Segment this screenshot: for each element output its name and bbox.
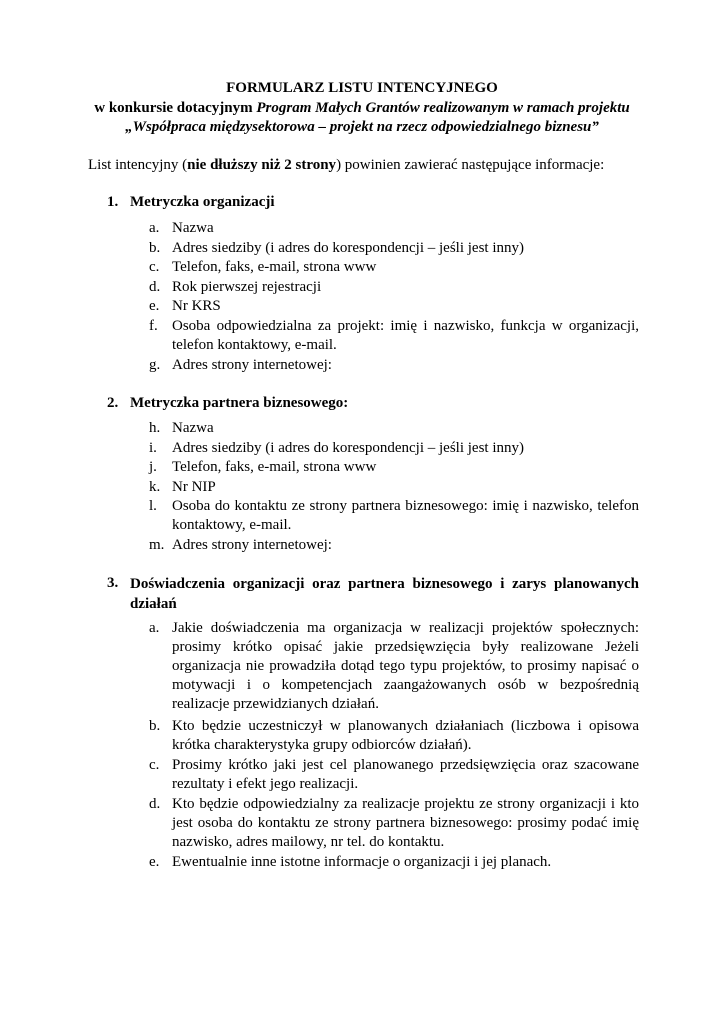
item-letter: e. — [149, 854, 160, 870]
section-experience-and-plans — [107, 574, 639, 614]
list-item — [149, 619, 639, 714]
project-name: „Współpraca międzysektorowa – projekt na rzecz odpowiedzialnego biznesu” — [125, 119, 599, 135]
item-letter: b. — [149, 239, 161, 256]
item-letter: d. — [149, 278, 161, 295]
item-text: Telefon, faks, e-mail, strona www — [172, 259, 377, 275]
item-letter: e. — [149, 298, 160, 314]
item-text: Osoba do kontaktu ze strony partnera biznesowego: imię i nazwisko, telefon kontaktowy, e-mail. — [172, 498, 639, 533]
list-item — [149, 536, 639, 555]
list-item — [149, 795, 639, 852]
subtitle-program-name: Program Małych Grantów realizowanym w ramach projektu — [256, 99, 630, 116]
list-item — [149, 478, 639, 497]
section-number: 1. — [107, 194, 119, 210]
item-text: Telefon, faks, e-mail, strona www — [172, 459, 377, 475]
item-letter: f. — [149, 317, 158, 334]
list-item — [149, 278, 639, 297]
item-letter: j. — [149, 459, 157, 475]
item-text: Osoba odpowiedzialna za projekt: imię i nazwisko, funkcja w organizacji, telefon kontaktowy, e-mail. — [172, 317, 639, 353]
intro-after: ) powinien zawierać następujące informacje: — [336, 157, 605, 173]
item-letter: k. — [149, 478, 161, 495]
item-text: Ewentualnie inne istotne informacje o organizacji i jej planach. — [172, 854, 552, 870]
item-letter: c. — [149, 756, 160, 773]
list-item — [149, 239, 639, 258]
list-item — [149, 219, 639, 238]
intro-page-limit: nie dłuższy niż 2 strony — [187, 157, 337, 173]
item-text: Nazwa — [172, 220, 214, 236]
section-title: Metryczka organizacji — [130, 194, 275, 210]
section-number: 3. — [107, 575, 119, 591]
competition-subtitle — [80, 99, 644, 119]
list-item — [149, 458, 639, 477]
subtitle-prefix: w konkursie dotacyjnym — [94, 99, 257, 116]
form-title: FORMULARZ LISTU INTENCYJNEGO — [226, 80, 498, 96]
item-text: Jakie doświadczenia ma organizacja w realizacji projektów społecznych: prosimy krótko opisać jakie przedsięwzięcia były realizowane Jeżeli organizacja nie prowadziła dotąd tego typu projektów, to prosimy napisać o motywacji i o kompetencjach zaangażowanych osób w bezpośrednią realizacje przewidzianych działań. — [172, 620, 639, 712]
item-text: Prosimy krótko jaki jest cel planowanego przedsięwzięcia oraz szacowane rezultaty i efekt jego realizacji. — [172, 756, 639, 792]
list-item — [149, 317, 639, 355]
item-text: Nr KRS — [172, 298, 221, 314]
item-text: Adres strony internetowej: — [172, 356, 332, 373]
list-item — [149, 756, 639, 794]
list-item — [149, 439, 639, 458]
list-item — [149, 717, 639, 755]
item-text: Nr NIP — [172, 478, 216, 495]
section-title: Doświadczenia organizacji oraz partnera biznesowego i zarys planowanych działań — [130, 576, 639, 612]
item-text: Kto będzie uczestniczył w planowanych działaniach (liczbowa i opisowa krótka charakterystyka grupy odbiorców działań). — [172, 717, 639, 753]
item-letter: c. — [149, 259, 160, 275]
section-business-partner-metrics — [107, 394, 639, 413]
intro-paragraph — [88, 156, 648, 175]
list-item — [149, 297, 639, 316]
item-letter: a. — [149, 220, 160, 236]
item-text: Nazwa — [172, 420, 214, 436]
item-text: Rok pierwszej rejestracji — [172, 278, 322, 295]
item-text: Adres strony internetowej: — [172, 537, 332, 553]
item-text: Kto będzie odpowiedzialny za realizacje projektu ze strony organizacji i kto jest osoba do kontaktu ze strony partnera biznesowego: prosimy podać imię nazwisko, adres mailowy, nr tel. do kontaktu. — [172, 795, 639, 850]
item-letter: h. — [149, 420, 161, 436]
section-title: Metryczka partnera biznesowego: — [130, 395, 349, 411]
item-letter: g. — [149, 356, 161, 373]
document-header — [80, 79, 644, 138]
list-item — [149, 497, 639, 535]
item-letter: m. — [149, 537, 165, 553]
item-letter: a. — [149, 620, 160, 636]
section-number: 2. — [107, 395, 119, 411]
item-letter: l. — [149, 498, 157, 514]
list-item — [149, 853, 639, 872]
intro-before: List intencyjny ( — [88, 157, 188, 173]
item-letter: i. — [149, 439, 157, 456]
item-text: Adres siedziby (i adres do korespondencji – jeśli jest inny) — [172, 439, 525, 456]
item-letter: b. — [149, 717, 161, 734]
list-item — [149, 356, 639, 375]
item-text: Adres siedziby (i adres do korespondencji – jeśli jest inny) — [172, 239, 525, 256]
list-item — [149, 258, 639, 277]
list-item — [149, 419, 639, 438]
section-organization-metrics — [107, 193, 639, 212]
item-letter: d. — [149, 795, 161, 812]
